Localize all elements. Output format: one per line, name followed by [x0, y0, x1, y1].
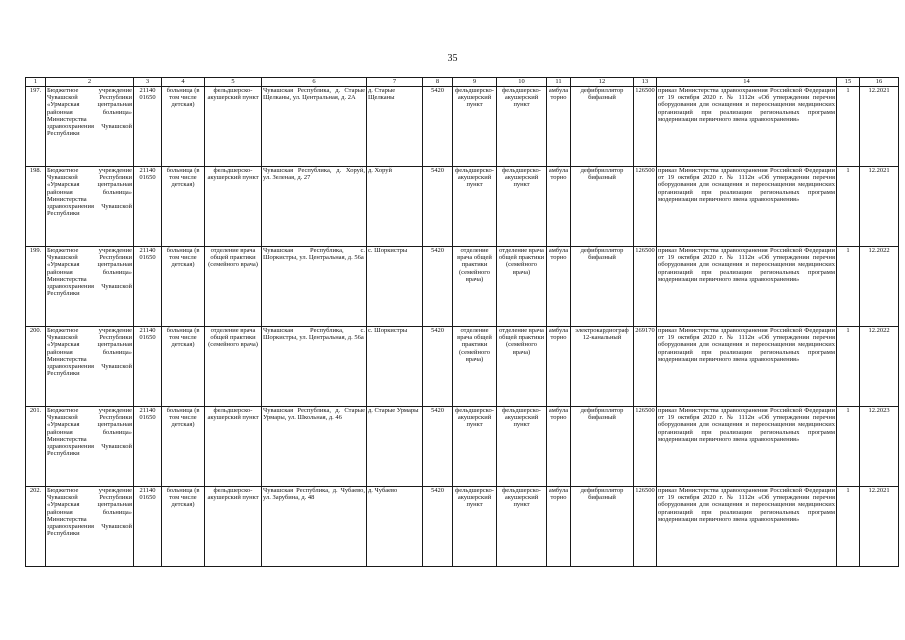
legal-basis-cell: приказ Министерства здравоохранения Российской Федерации от 19 октября 2020 г. № 1112н «Об утверждении перечня оборудования для оснащения и переоснащения медицинских организаций при реализации региональных программ модернизации первичного звена здравоохранения»	[657, 407, 837, 487]
column-number: 6	[262, 78, 367, 87]
address-cell: Чувашская Республика, с. Шоркистры, ул. Центральная, д. 56а	[262, 247, 367, 327]
okato-cell: 5420	[423, 487, 453, 567]
address-cell: Чувашская Республика, с. Шоркистры, ул. Центральная, д. 56а	[262, 327, 367, 407]
unit-type-cell: отделение врача общей практики (семейного врача)	[453, 247, 497, 327]
column-number: 8	[423, 78, 453, 87]
row-number-cell: 202.	[26, 487, 46, 567]
locality-cell: д. Старые Щелканы	[367, 87, 423, 167]
care-form-cell: амбулаторно	[547, 407, 571, 487]
category-cell: больница (в том числе детская)	[162, 407, 205, 487]
subdivision-cell: фельдшерско-акушерский пункт	[205, 87, 262, 167]
price-cell: 269170	[634, 327, 657, 407]
price-cell: 126500	[634, 87, 657, 167]
equipment-cell: дефибриллятор бифазный	[571, 487, 634, 567]
row-number-cell: 198.	[26, 167, 46, 247]
quantity-cell: 1	[837, 87, 860, 167]
table-row	[26, 87, 899, 167]
table-row	[26, 327, 899, 407]
equipment-cell: дефибриллятор бифазный	[571, 167, 634, 247]
locality-cell: с. Шоркистры	[367, 327, 423, 407]
okato-cell: 5420	[423, 407, 453, 487]
unit-type-secondary-cell: фельдшерско-акушерский пункт	[497, 407, 547, 487]
date-cell: 12.2023	[860, 407, 899, 487]
care-form-cell: амбулаторно	[547, 487, 571, 567]
row-number-cell: 201.	[26, 407, 46, 487]
organization-cell: Бюджетное учреждение Чувашской Республики «Урмарская центральная районная больница» Министерства здравоохранения Чувашской Республики	[46, 407, 134, 487]
equipment-cell: дефибриллятор бифазный	[571, 247, 634, 327]
price-cell: 126500	[634, 407, 657, 487]
unit-type-secondary-cell: фельдшерско-акушерский пункт	[497, 487, 547, 567]
legal-basis-cell: приказ Министерства здравоохранения Российской Федерации от 19 октября 2020 г. № 1112н «Об утверждении перечня оборудования для оснащения и переоснащения медицинских организаций при реализации региональных программ модернизации первичного звена здравоохранения»	[657, 87, 837, 167]
locality-cell: с. Шоркистры	[367, 247, 423, 327]
column-number: 7	[367, 78, 423, 87]
column-number: 16	[860, 78, 899, 87]
code-cell: 21140 01650	[134, 407, 162, 487]
subdivision-cell: фельдшерско-акушерский пункт	[205, 407, 262, 487]
code-cell: 21140 01650	[134, 327, 162, 407]
unit-type-secondary-cell: отделение врача общей практики (семейного врача)	[497, 247, 547, 327]
date-cell: 12.2022	[860, 247, 899, 327]
address-cell: Чувашская Республика, д. Чубаево, ул. Зарубина, д. 48	[262, 487, 367, 567]
legal-basis-cell: приказ Министерства здравоохранения Российской Федерации от 19 октября 2020 г. № 1112н «Об утверждении перечня оборудования для оснащения и переоснащения медицинских организаций при реализации региональных программ модернизации первичного звена здравоохранения»	[657, 167, 837, 247]
column-number: 11	[547, 78, 571, 87]
unit-type-secondary-cell: фельдшерско-акушерский пункт	[497, 87, 547, 167]
organization-cell: Бюджетное учреждение Чувашской Республики «Урмарская центральная районная больница» Министерства здравоохранения Чувашской Республики	[46, 327, 134, 407]
organization-cell: Бюджетное учреждение Чувашской Республики «Урмарская центральная районная больница» Министерства здравоохранения Чувашской Республики	[46, 167, 134, 247]
legal-basis-cell: приказ Министерства здравоохранения Российской Федерации от 19 октября 2020 г. № 1112н «Об утверждении перечня оборудования для оснащения и переоснащения медицинских организаций при реализации региональных программ модернизации первичного звена здравоохранения»	[657, 327, 837, 407]
locality-cell: д. Старые Урмары	[367, 407, 423, 487]
date-cell: 12.2021	[860, 487, 899, 567]
table-row	[26, 407, 899, 487]
category-cell: больница (в том числе детская)	[162, 327, 205, 407]
subdivision-cell: отделение врача общей практики (семейного врача)	[205, 247, 262, 327]
unit-type-cell: отделение врача общей практики (семейного врача)	[453, 327, 497, 407]
code-cell: 21140 01650	[134, 247, 162, 327]
table-body	[26, 78, 899, 567]
care-form-cell: амбулаторно	[547, 247, 571, 327]
organization-cell: Бюджетное учреждение Чувашской Республики «Урмарская центральная районная больница» Министерства здравоохранения Чувашской Республики	[46, 247, 134, 327]
unit-type-cell: фельдшерско-акушерский пункт	[453, 487, 497, 567]
unit-type-secondary-cell: фельдшерско-акушерский пункт	[497, 167, 547, 247]
quantity-cell: 1	[837, 167, 860, 247]
page-number: 35	[447, 53, 458, 64]
column-number: 1	[26, 78, 46, 87]
care-form-cell: амбулаторно	[547, 87, 571, 167]
column-number: 15	[837, 78, 860, 87]
okato-cell: 5420	[423, 247, 453, 327]
quantity-cell: 1	[837, 407, 860, 487]
date-cell: 12.2021	[860, 167, 899, 247]
category-cell: больница (в том числе детская)	[162, 167, 205, 247]
column-number: 4	[162, 78, 205, 87]
table-row	[26, 247, 899, 327]
column-number: 13	[634, 78, 657, 87]
column-number: 12	[571, 78, 634, 87]
equipment-registry-table	[25, 77, 899, 567]
column-number: 14	[657, 78, 837, 87]
column-number: 5	[205, 78, 262, 87]
equipment-cell: электрокардиограф 12-канальный	[571, 327, 634, 407]
code-cell: 21140 01650	[134, 487, 162, 567]
unit-type-cell: фельдшерско-акушерский пункт	[453, 167, 497, 247]
care-form-cell: амбулаторно	[547, 167, 571, 247]
quantity-cell: 1	[837, 487, 860, 567]
equipment-cell: дефибриллятор бифазный	[571, 407, 634, 487]
unit-type-cell: фельдшерско-акушерский пункт	[453, 87, 497, 167]
okato-cell: 5420	[423, 167, 453, 247]
care-form-cell: амбулаторно	[547, 327, 571, 407]
column-number: 9	[453, 78, 497, 87]
organization-cell: Бюджетное учреждение Чувашской Республики «Урмарская центральная районная больница» Министерства здравоохранения Чувашской Республики	[46, 487, 134, 567]
price-cell: 126500	[634, 167, 657, 247]
table-row	[26, 167, 899, 247]
locality-cell: д. Чубаево	[367, 487, 423, 567]
code-cell: 21140 01650	[134, 167, 162, 247]
address-cell: Чувашская Республика, д. Старые Щелканы, ул. Центральная, д. 2А	[262, 87, 367, 167]
table-row	[26, 487, 899, 567]
locality-cell: д. Хоруй	[367, 167, 423, 247]
code-cell: 21140 01650	[134, 87, 162, 167]
subdivision-cell: фельдшерско-акушерский пункт	[205, 487, 262, 567]
column-number: 3	[134, 78, 162, 87]
category-cell: больница (в том числе детская)	[162, 487, 205, 567]
legal-basis-cell: приказ Министерства здравоохранения Российской Федерации от 19 октября 2020 г. № 1112н «Об утверждении перечня оборудования для оснащения и переоснащения медицинских организаций при реализации региональных программ модернизации первичного звена здравоохранения»	[657, 247, 837, 327]
column-number-row	[26, 78, 899, 87]
row-number-cell: 197.	[26, 87, 46, 167]
category-cell: больница (в том числе детская)	[162, 87, 205, 167]
organization-cell: Бюджетное учреждение Чувашской Республики «Урмарская центральная районная больница» Министерства здравоохранения Чувашской Республики	[46, 87, 134, 167]
address-cell: Чувашская Республика, д. Старые Урмары, ул. Школьная, д. 46	[262, 407, 367, 487]
unit-type-cell: фельдшерско-акушерский пункт	[453, 407, 497, 487]
quantity-cell: 1	[837, 247, 860, 327]
column-number: 10	[497, 78, 547, 87]
okato-cell: 5420	[423, 87, 453, 167]
legal-basis-cell: приказ Министерства здравоохранения Российской Федерации от 19 октября 2020 г. № 1112н «Об утверждении перечня оборудования для оснащения и переоснащения медицинских организаций при реализации региональных программ модернизации первичного звена здравоохранения»	[657, 487, 837, 567]
address-cell: Чувашская Республика, д. Хоруй, ул. Зеленая, д. 27	[262, 167, 367, 247]
price-cell: 126500	[634, 487, 657, 567]
quantity-cell: 1	[837, 327, 860, 407]
date-cell: 12.2021	[860, 87, 899, 167]
row-number-cell: 200.	[26, 327, 46, 407]
subdivision-cell: отделение врача общей практики (семейного врача)	[205, 327, 262, 407]
column-number: 2	[46, 78, 134, 87]
equipment-cell: дефибриллятор бифазный	[571, 87, 634, 167]
price-cell: 126500	[634, 247, 657, 327]
unit-type-secondary-cell: отделение врача общей практики (семейного врача)	[497, 327, 547, 407]
date-cell: 12.2022	[860, 327, 899, 407]
row-number-cell: 199.	[26, 247, 46, 327]
category-cell: больница (в том числе детская)	[162, 247, 205, 327]
okato-cell: 5420	[423, 327, 453, 407]
subdivision-cell: фельдшерско-акушерский пункт	[205, 167, 262, 247]
